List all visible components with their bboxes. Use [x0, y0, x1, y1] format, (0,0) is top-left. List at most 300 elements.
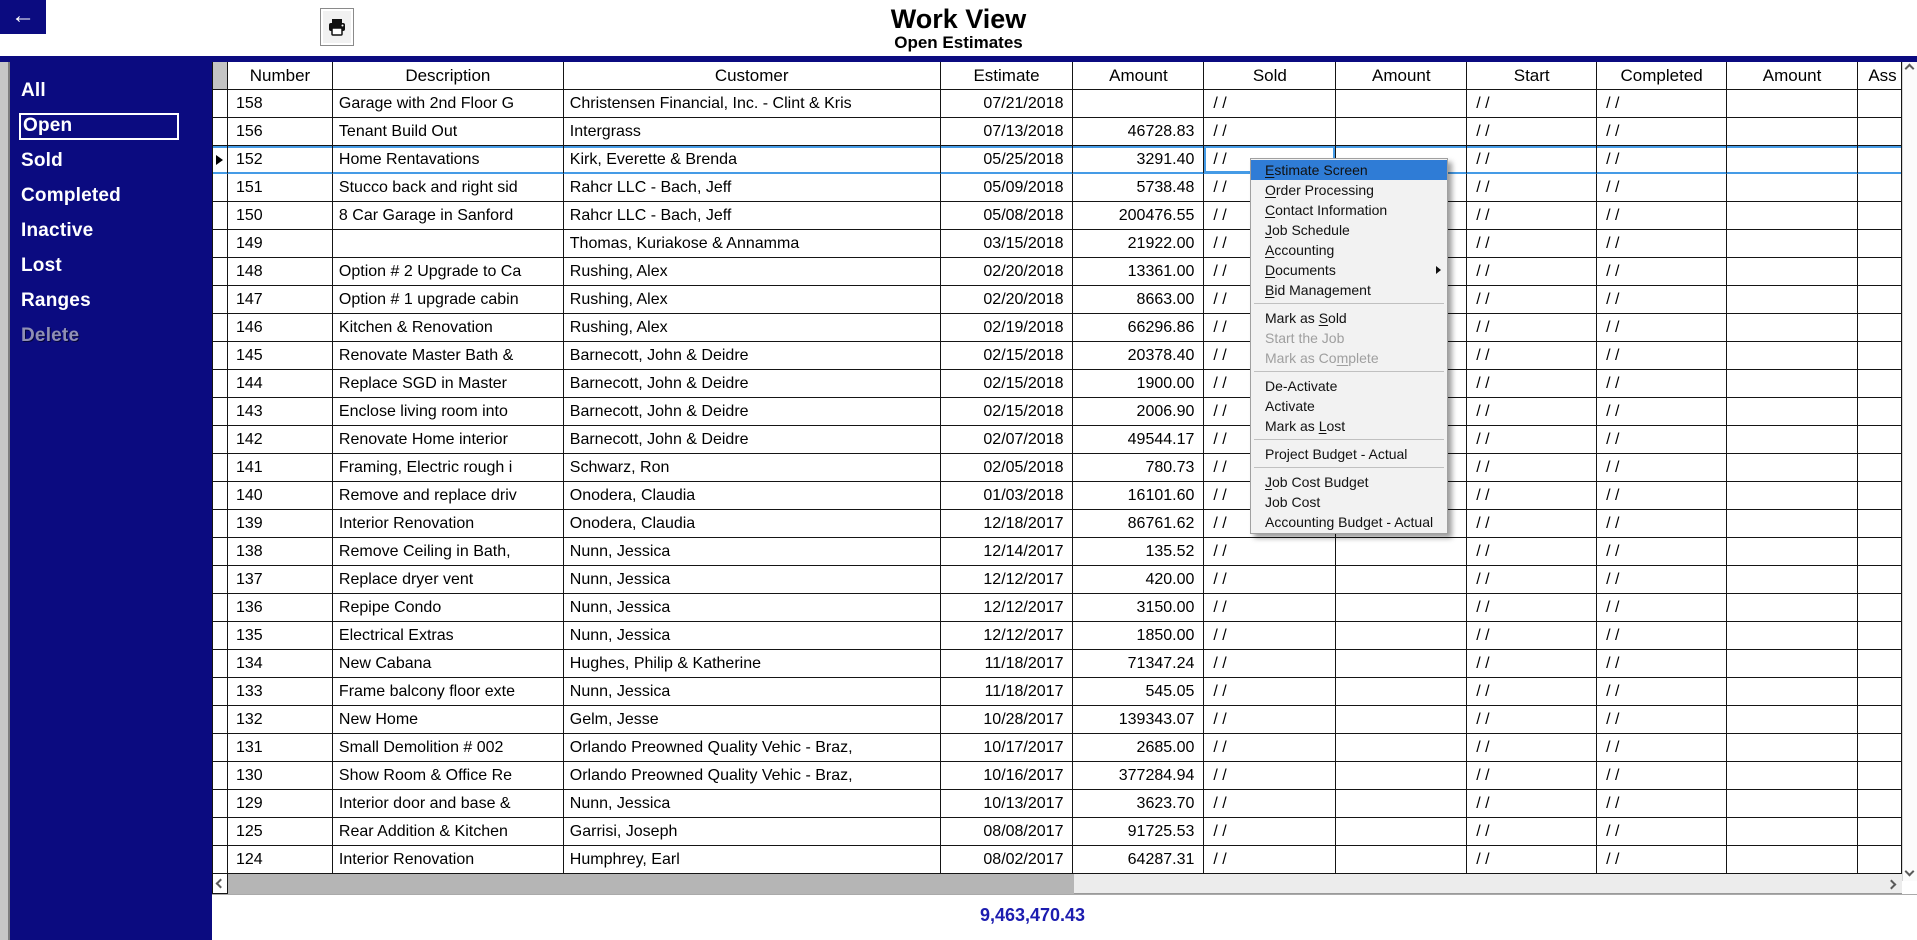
scroll-up-button[interactable] — [1905, 64, 1915, 74]
cell-start: / / — [1467, 622, 1597, 650]
table-row[interactable] — [213, 566, 1901, 594]
cell-amount3 — [1727, 818, 1858, 846]
cell-estimate: 12/18/2017 — [941, 510, 1074, 538]
column-header-ass[interactable]: Ass — [1858, 62, 1901, 90]
cell-sold-amount — [1336, 538, 1467, 566]
cell-assigned — [1858, 286, 1901, 314]
cell-start: / / — [1467, 482, 1597, 510]
menu-item-order-processing[interactable]: Order Processing — [1265, 182, 1374, 198]
chevron-right-icon — [1886, 879, 1896, 889]
cell-assigned — [1858, 706, 1901, 734]
page-subtitle: Open Estimates — [894, 33, 1023, 52]
cell-number: 145 — [228, 342, 333, 370]
cell-sold-amount — [1336, 846, 1467, 874]
cell-sold-amount — [1336, 90, 1467, 118]
cell-assigned — [1858, 762, 1901, 790]
cell-completed: / / — [1597, 370, 1727, 398]
table-row[interactable] — [213, 650, 1901, 678]
cell-estimate: 12/12/2017 — [941, 566, 1074, 594]
scroll-down-button[interactable] — [1905, 867, 1915, 877]
cell-number: 138 — [228, 538, 333, 566]
table-row[interactable] — [213, 370, 1901, 398]
cell-amount: 46728.83 — [1073, 118, 1204, 146]
cell-amount3 — [1727, 286, 1858, 314]
cell-amount: 66296.86 — [1073, 314, 1204, 342]
submenu-arrow-icon — [1436, 266, 1441, 274]
cell-completed: / / — [1597, 706, 1727, 734]
cell-number: 131 — [228, 734, 333, 762]
row-selector[interactable] — [213, 790, 228, 818]
table-row[interactable] — [213, 258, 1901, 286]
row-selector[interactable] — [213, 426, 228, 454]
table-body — [213, 90, 1901, 874]
cell-start: / / — [1467, 202, 1597, 230]
table-row[interactable] — [213, 622, 1901, 650]
cell-start: / / — [1467, 594, 1597, 622]
cell-number: 149 — [228, 230, 333, 258]
column-header-estimate[interactable]: Estimate — [941, 62, 1074, 90]
cell-completed: / / — [1597, 314, 1727, 342]
cell-sold-amount — [1336, 118, 1467, 146]
cell-completed: / / — [1597, 482, 1727, 510]
cell-amount3 — [1727, 482, 1858, 510]
column-header-description[interactable]: Description — [333, 62, 564, 90]
cell-number: 140 — [228, 482, 333, 510]
cell-start: / / — [1467, 286, 1597, 314]
cell-amount: 135.52 — [1073, 538, 1204, 566]
cell-number: 143 — [228, 398, 333, 426]
cell-amount: 1900.00 — [1073, 370, 1204, 398]
cell-completed: / / — [1597, 566, 1727, 594]
cell-description: Renovate Master Bath & — [333, 342, 564, 370]
cell-amount3 — [1727, 314, 1858, 342]
row-selector[interactable] — [213, 370, 228, 398]
cell-customer: Orlando Preowned Quality Vehic - Braz, — [564, 734, 941, 762]
cell-customer: Thomas, Kuriakose & Annamma — [564, 230, 941, 258]
cell-amount: 8663.00 — [1073, 286, 1204, 314]
cell-completed: / / — [1597, 734, 1727, 762]
cell-completed: / / — [1597, 286, 1727, 314]
sidebar-item-completed[interactable] — [10, 179, 212, 214]
cell-assigned — [1858, 594, 1901, 622]
cell-customer: Garrisi, Joseph — [564, 818, 941, 846]
cell-estimate: 02/05/2018 — [941, 454, 1074, 482]
cell-number: 148 — [228, 258, 333, 286]
cell-completed: / / — [1597, 622, 1727, 650]
table-row[interactable] — [213, 90, 1901, 118]
cell-sold: / / — [1204, 706, 1336, 734]
cell-estimate: 10/28/2017 — [941, 706, 1074, 734]
cell-assigned — [1858, 482, 1901, 510]
cell-start: / / — [1467, 370, 1597, 398]
cell-completed: / / — [1597, 454, 1727, 482]
cell-assigned — [1858, 426, 1901, 454]
sidebar-item-label: Sold — [21, 150, 63, 171]
cell-estimate: 07/21/2018 — [941, 90, 1074, 118]
sidebar-item-label: Completed — [21, 185, 121, 206]
cell-amount: 64287.31 — [1073, 846, 1204, 874]
cell-amount: 1850.00 — [1073, 622, 1204, 650]
cell-number: 135 — [228, 622, 333, 650]
sidebar-item-open[interactable] — [10, 109, 212, 144]
column-header-customer[interactable]: Customer — [564, 62, 941, 90]
cell-sold: / / — [1204, 818, 1336, 846]
row-selector[interactable] — [213, 734, 228, 762]
cell-estimate: 02/15/2018 — [941, 370, 1074, 398]
cell-completed: / / — [1597, 678, 1727, 706]
cell-sold: / / — [1204, 790, 1336, 818]
cell-amount: 420.00 — [1073, 566, 1204, 594]
row-selector[interactable] — [213, 314, 228, 342]
cell-completed: / / — [1597, 790, 1727, 818]
row-selector[interactable] — [213, 762, 228, 790]
row-selector[interactable] — [213, 342, 228, 370]
cell-completed: / / — [1597, 202, 1727, 230]
table-row[interactable] — [213, 790, 1901, 818]
cell-sold-amount — [1336, 594, 1467, 622]
v-scrollbar[interactable] — [1902, 62, 1917, 881]
cell-customer: Humphrey, Earl — [564, 846, 941, 874]
column-header-sold[interactable]: Sold — [1204, 62, 1336, 90]
cell-customer: Nunn, Jessica — [564, 678, 941, 706]
cell-description: Home Rentavations — [333, 146, 564, 174]
cell-customer: Nunn, Jessica — [564, 566, 941, 594]
column-header-start[interactable]: Start — [1467, 62, 1597, 90]
table-row[interactable] — [213, 230, 1901, 258]
cell-completed: / / — [1597, 90, 1727, 118]
current-row-marker-icon — [216, 155, 223, 165]
filter-sidebar — [10, 62, 212, 940]
menu-item-project-budget-actual[interactable]: Project Budget - Actual — [1265, 446, 1408, 462]
cell-start: / / — [1467, 258, 1597, 286]
cell-sold-amount — [1336, 678, 1467, 706]
cell-customer: Nunn, Jessica — [564, 538, 941, 566]
menu-separator — [1251, 436, 1447, 444]
cell-amount3 — [1727, 90, 1858, 118]
cell-description: New Cabana — [333, 650, 564, 678]
table-row[interactable] — [213, 174, 1901, 202]
cell-amount: 3150.00 — [1073, 594, 1204, 622]
cell-completed: / / — [1597, 342, 1727, 370]
cell-customer: Gelm, Jesse — [564, 706, 941, 734]
cell-description — [333, 230, 564, 258]
table-row[interactable] — [213, 734, 1901, 762]
table-row[interactable] — [213, 818, 1901, 846]
cell-amount3 — [1727, 846, 1858, 874]
cell-estimate: 12/12/2017 — [941, 594, 1074, 622]
cell-description: Option # 2 Upgrade to Ca — [333, 258, 564, 286]
row-selector[interactable] — [213, 230, 228, 258]
cell-sold: / / — [1204, 594, 1336, 622]
cell-start: / / — [1467, 426, 1597, 454]
cell-amount: 86761.62 — [1073, 510, 1204, 538]
cell-amount3 — [1727, 426, 1858, 454]
scroll-left-button[interactable] — [212, 874, 228, 894]
cell-amount3 — [1727, 118, 1858, 146]
table-row[interactable] — [213, 762, 1901, 790]
sidebar-item-label: Lost — [21, 255, 62, 276]
row-selector[interactable] — [213, 90, 228, 118]
row-selector[interactable] — [213, 202, 228, 230]
menu-item-activate[interactable]: Activate — [1265, 398, 1315, 414]
menu-item-mark-as-lost[interactable]: Mark as Lost — [1265, 418, 1346, 434]
h-scrollbar[interactable] — [212, 874, 1902, 894]
cell-estimate: 10/16/2017 — [941, 762, 1074, 790]
cell-estimate: 07/13/2018 — [941, 118, 1074, 146]
cell-estimate: 05/25/2018 — [941, 146, 1074, 174]
cell-amount: 200476.55 — [1073, 202, 1204, 230]
table-row-selected[interactable] — [213, 146, 1901, 174]
cell-assigned — [1858, 202, 1901, 230]
cell-amount: 49544.17 — [1073, 426, 1204, 454]
cell-number: 133 — [228, 678, 333, 706]
cell-description: Frame balcony floor exte — [333, 678, 564, 706]
cell-start: / / — [1467, 538, 1597, 566]
cell-number: 158 — [228, 90, 333, 118]
sidebar-item-label: Ranges — [21, 290, 91, 311]
table-row[interactable] — [213, 482, 1901, 510]
cell-estimate: 05/08/2018 — [941, 202, 1074, 230]
cell-number: 136 — [228, 594, 333, 622]
menu-item-bid-management[interactable]: Bid Management — [1265, 282, 1371, 298]
menu-separator — [1251, 368, 1447, 376]
cell-sold: / / — [1204, 174, 1336, 202]
cell-sold: / / — [1204, 650, 1336, 678]
cell-number: 142 — [228, 426, 333, 454]
cell-description: Framing, Electric rough i — [333, 454, 564, 482]
table-row[interactable] — [213, 202, 1901, 230]
cell-amount3 — [1727, 538, 1858, 566]
row-selector[interactable] — [213, 846, 228, 874]
cell-estimate: 02/15/2018 — [941, 342, 1074, 370]
table-row[interactable] — [213, 706, 1901, 734]
cell-sold: / / — [1204, 454, 1336, 482]
row-selector[interactable] — [213, 118, 228, 146]
row-selector[interactable] — [213, 594, 228, 622]
scroll-right-button[interactable] — [1880, 874, 1902, 894]
cell-number: 144 — [228, 370, 333, 398]
cell-assigned — [1858, 370, 1901, 398]
cell-customer: Onodera, Claudia — [564, 510, 941, 538]
cell-estimate: 11/18/2017 — [941, 650, 1074, 678]
cell-completed: / / — [1597, 146, 1727, 174]
cell-assigned — [1858, 398, 1901, 426]
cell-amount3 — [1727, 678, 1858, 706]
cell-description: 8 Car Garage in Sanford — [333, 202, 564, 230]
cell-assigned — [1858, 90, 1901, 118]
row-selector[interactable] — [213, 482, 228, 510]
column-header-completed[interactable]: Completed — [1597, 62, 1727, 90]
cell-description: New Home — [333, 706, 564, 734]
sidebar-item-inactive[interactable] — [10, 214, 212, 249]
cell-amount3 — [1727, 790, 1858, 818]
cell-estimate: 01/03/2018 — [941, 482, 1074, 510]
cell-amount: 780.73 — [1073, 454, 1204, 482]
cell-amount3 — [1727, 146, 1858, 174]
cell-number: 151 — [228, 174, 333, 202]
h-scrollbar-track[interactable] — [1074, 874, 1880, 893]
cell-completed: / / — [1597, 650, 1727, 678]
cell-assigned — [1858, 174, 1901, 202]
cell-number: 137 — [228, 566, 333, 594]
table-row[interactable] — [213, 286, 1901, 314]
cell-amount3 — [1727, 398, 1858, 426]
cell-sold: / / — [1204, 286, 1336, 314]
menu-item-documents[interactable]: Documents — [1251, 260, 1447, 280]
column-header-number[interactable]: Number — [228, 62, 333, 90]
h-scrollbar-thumb[interactable] — [228, 874, 1074, 894]
cell-customer: Barnecott, John & Deidre — [564, 370, 941, 398]
cell-customer: Rushing, Alex — [564, 258, 941, 286]
cell-amount3 — [1727, 510, 1858, 538]
cell-amount — [1073, 90, 1204, 118]
cell-estimate: 05/09/2018 — [941, 174, 1074, 202]
cell-customer: Barnecott, John & Deidre — [564, 342, 941, 370]
cell-start: / / — [1467, 146, 1597, 174]
cell-customer: Barnecott, John & Deidre — [564, 426, 941, 454]
cell-sold: / / — [1204, 258, 1336, 286]
sidebar-item-ranges[interactable] — [10, 284, 212, 319]
cell-assigned — [1858, 650, 1901, 678]
cell-amount3 — [1727, 594, 1858, 622]
cell-assigned — [1858, 818, 1901, 846]
column-header-amount[interactable]: Amount — [1336, 62, 1467, 90]
cell-description: Remove and replace driv — [333, 482, 564, 510]
table-header-row — [213, 62, 1901, 90]
row-selector[interactable] — [213, 538, 228, 566]
cell-description: Kitchen & Renovation — [333, 314, 564, 342]
menu-item-mark-as-sold[interactable]: Mark as Sold — [1265, 310, 1347, 326]
table-row[interactable] — [213, 118, 1901, 146]
row-selector[interactable] — [213, 258, 228, 286]
cell-assigned — [1858, 314, 1901, 342]
cell-amount3 — [1727, 622, 1858, 650]
cell-description: Interior door and base & — [333, 790, 564, 818]
cell-customer: Christensen Financial, Inc. - Clint & Kris — [564, 90, 941, 118]
cell-amount3 — [1727, 370, 1858, 398]
menu-item-job-cost-budget[interactable]: Job Cost Budget — [1265, 474, 1369, 490]
cell-sold-amount — [1336, 762, 1467, 790]
row-selector[interactable] — [213, 398, 228, 426]
row-selector[interactable] — [213, 286, 228, 314]
table-row[interactable] — [213, 510, 1901, 538]
cell-description: Electrical Extras — [333, 622, 564, 650]
cell-start: / / — [1467, 90, 1597, 118]
menu-item-contact-information[interactable]: Contact Information — [1265, 202, 1388, 218]
footer-divider — [212, 894, 1917, 895]
cell-number: 141 — [228, 454, 333, 482]
cell-assigned — [1858, 230, 1901, 258]
table-row[interactable] — [213, 454, 1901, 482]
cell-sold: / / — [1204, 314, 1336, 342]
grand-total: 9,463,470.43 — [979, 905, 1086, 925]
row-selector[interactable] — [213, 678, 228, 706]
sidebar-item-sold[interactable] — [10, 144, 212, 179]
table-row[interactable] — [213, 538, 1901, 566]
back-arrow-icon: ← — [11, 2, 35, 29]
sidebar-item-lost[interactable] — [10, 249, 212, 284]
row-selector[interactable] — [213, 146, 228, 174]
cell-sold-amount — [1336, 818, 1467, 846]
row-selector-header — [213, 62, 228, 90]
cell-completed: / / — [1597, 398, 1727, 426]
cell-assigned — [1858, 146, 1901, 174]
cell-start: / / — [1467, 454, 1597, 482]
table-row[interactable] — [213, 594, 1901, 622]
cell-sold: / / — [1204, 538, 1336, 566]
cell-amount: 71347.24 — [1073, 650, 1204, 678]
sidebar-item-all[interactable] — [10, 74, 212, 109]
row-selector[interactable] — [213, 622, 228, 650]
cell-assigned — [1858, 454, 1901, 482]
cell-amount3 — [1727, 650, 1858, 678]
table-row[interactable] — [213, 398, 1901, 426]
cell-estimate: 10/13/2017 — [941, 790, 1074, 818]
cell-sold: / / — [1204, 90, 1336, 118]
menu-item-job-cost[interactable]: Job Cost — [1265, 494, 1321, 510]
cell-assigned — [1858, 510, 1901, 538]
cell-sold: / / — [1204, 118, 1336, 146]
cell-sold: / / — [1204, 230, 1336, 258]
row-selector[interactable] — [213, 818, 228, 846]
cell-start: / / — [1467, 650, 1597, 678]
cell-sold-amount — [1336, 790, 1467, 818]
table-row[interactable] — [213, 846, 1901, 874]
row-selector[interactable] — [213, 510, 228, 538]
row-selector[interactable] — [213, 174, 228, 202]
column-header-amount[interactable]: Amount — [1073, 62, 1204, 90]
table-row[interactable] — [213, 426, 1901, 454]
menu-item-estimate-screen[interactable]: Estimate Screen — [1251, 160, 1447, 180]
cell-number: 129 — [228, 790, 333, 818]
cell-amount3 — [1727, 230, 1858, 258]
menu-item-accounting[interactable]: Accounting — [1265, 242, 1335, 258]
column-header-amount[interactable]: Amount — [1727, 62, 1858, 90]
cell-assigned — [1858, 790, 1901, 818]
cell-estimate: 12/14/2017 — [941, 538, 1074, 566]
table-row[interactable] — [213, 314, 1901, 342]
cell-start: / / — [1467, 678, 1597, 706]
cell-amount3 — [1727, 454, 1858, 482]
row-selector[interactable] — [213, 706, 228, 734]
cell-sold: / / — [1204, 566, 1336, 594]
row-selector[interactable] — [213, 566, 228, 594]
cell-description: Stucco back and right sid — [333, 174, 564, 202]
table-row[interactable] — [213, 342, 1901, 370]
menu-item-accounting-budget-actual[interactable]: Accounting Budget - Actual — [1265, 514, 1434, 530]
cell-amount3 — [1727, 762, 1858, 790]
cell-number: 130 — [228, 762, 333, 790]
row-selector[interactable] — [213, 454, 228, 482]
menu-item-job-schedule[interactable]: Job Schedule — [1265, 222, 1350, 238]
menu-item-de-activate[interactable]: De-Activate — [1265, 378, 1338, 394]
cell-description: Option # 1 upgrade cabin — [333, 286, 564, 314]
table-row[interactable] — [213, 678, 1901, 706]
cell-assigned — [1858, 342, 1901, 370]
cell-customer: Nunn, Jessica — [564, 622, 941, 650]
row-selector[interactable] — [213, 650, 228, 678]
cell-number: 150 — [228, 202, 333, 230]
cell-number: 134 — [228, 650, 333, 678]
cell-completed: / / — [1597, 258, 1727, 286]
cell-customer: Rushing, Alex — [564, 286, 941, 314]
cell-completed: / / — [1597, 594, 1727, 622]
cell-sold: / / — [1204, 846, 1336, 874]
sidebar-item-label: All — [21, 80, 46, 101]
cell-customer: Onodera, Claudia — [564, 482, 941, 510]
cell-customer: Schwarz, Ron — [564, 454, 941, 482]
cell-start: / / — [1467, 118, 1597, 146]
